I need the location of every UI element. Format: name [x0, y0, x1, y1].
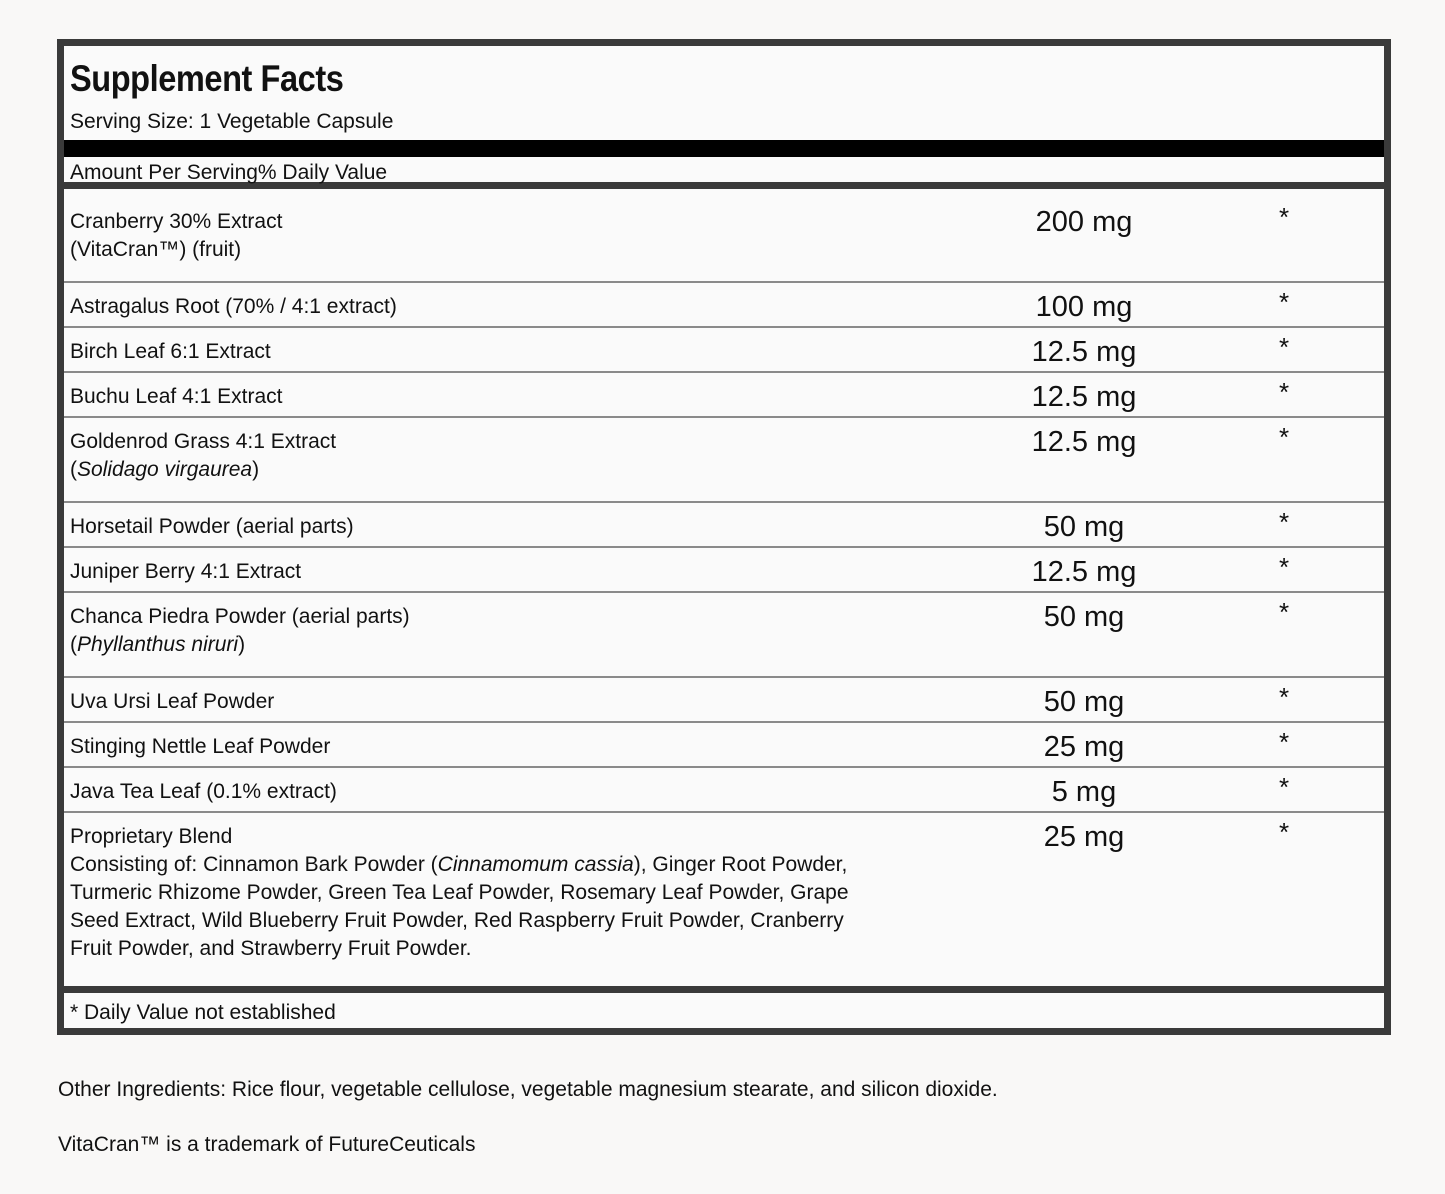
daily-value: * — [1278, 287, 1290, 317]
ingredient-text: Consisting of: Cinnamon Bark Powder ( — [70, 853, 438, 876]
footnote: * Daily Value not established — [70, 1001, 336, 1024]
ingredient-text: Juniper Berry 4:1 Extract — [70, 560, 302, 583]
ingredient-line — [70, 688, 970, 716]
ingredient-line — [70, 558, 970, 586]
ingredient-name — [70, 293, 970, 321]
daily-value: * — [1278, 377, 1290, 407]
ingredient-line — [70, 208, 970, 236]
ingredient-name — [70, 558, 970, 586]
amount-per-serving: 100 mg — [1035, 291, 1133, 323]
ingredient-text: Java Tea Leaf (0.1% extract) — [70, 780, 337, 803]
ingredient-line — [70, 456, 970, 484]
ingredient-name — [70, 208, 970, 264]
amount-per-serving: 50 mg — [1043, 511, 1125, 543]
table-row — [64, 768, 1384, 813]
ingredient-name — [70, 603, 970, 659]
ingredient-name — [70, 383, 970, 411]
ingredient-text: Cranberry 30% Extract — [70, 210, 283, 233]
daily-value: * — [1278, 507, 1290, 537]
ingredient-line — [70, 935, 970, 963]
daily-value: * — [1278, 202, 1290, 232]
table-row — [64, 548, 1384, 593]
table-row — [64, 813, 1384, 978]
ingredient-text: Astragalus Root (70% / 4:1 extract) — [70, 295, 397, 318]
table-row — [64, 373, 1384, 418]
serving-size: Serving Size: 1 Vegetable Capsule — [70, 110, 394, 133]
ingredient-text: Birch Leaf 6:1 Extract — [70, 340, 271, 363]
ingredient-line — [70, 631, 970, 659]
panel-title: Supplement Facts — [70, 58, 344, 99]
ingredient-line — [70, 513, 970, 541]
ingredient-text: Proprietary Blend — [70, 825, 233, 848]
table-row — [64, 503, 1384, 548]
ingredient-text: Chanca Piedra Powder (aerial parts) — [70, 605, 410, 628]
amount-per-serving: 12.5 mg — [1031, 556, 1137, 588]
daily-value: * — [1278, 422, 1290, 452]
daily-value: * — [1278, 332, 1290, 362]
ingredient-line — [70, 293, 970, 321]
daily-value: * — [1278, 597, 1290, 627]
ingredient-text: ) — [252, 458, 260, 481]
ingredient-line — [70, 338, 970, 366]
ingredient-line — [70, 236, 970, 264]
supplement-facts-panel — [57, 39, 1391, 1035]
amount-per-serving: 25 mg — [1043, 731, 1125, 763]
ingredient-name — [70, 733, 970, 761]
amount-per-serving: 5 mg — [1051, 776, 1117, 808]
table-row — [64, 678, 1384, 723]
ingredient-line — [70, 851, 970, 879]
scientific-name: Solidago virgaurea — [77, 458, 253, 481]
scientific-name: Phyllanthus niruri — [77, 633, 239, 656]
amount-per-serving: 50 mg — [1043, 686, 1125, 718]
amount-header: Amount Per Serving% Daily Value — [70, 161, 388, 184]
table-row — [64, 328, 1384, 373]
amount-per-serving: 12.5 mg — [1031, 381, 1137, 413]
table-row — [64, 593, 1384, 678]
table-row — [64, 198, 1384, 283]
ingredient-line — [70, 733, 970, 761]
daily-value: * — [1278, 817, 1290, 847]
table-row — [64, 418, 1384, 503]
ingredient-name — [70, 823, 970, 963]
ingredient-text: Stinging Nettle Leaf Powder — [70, 735, 331, 758]
ingredient-text: ), Ginger Root Powder, — [633, 853, 848, 876]
daily-value: * — [1278, 772, 1290, 802]
ingredient-text: Uva Ursi Leaf Powder — [70, 690, 275, 713]
ingredient-text: Buchu Leaf 4:1 Extract — [70, 385, 283, 408]
ingredient-line — [70, 823, 970, 851]
ingredient-text: Horsetail Powder (aerial parts) — [70, 515, 354, 538]
ingredient-line — [70, 879, 970, 907]
ingredient-text: ( — [70, 458, 77, 481]
daily-value: * — [1278, 552, 1290, 582]
amount-per-serving: 12.5 mg — [1031, 336, 1137, 368]
ingredient-text: (VitaCran™) (fruit) — [70, 238, 242, 261]
ingredient-line — [70, 907, 970, 935]
ingredient-text: ) — [238, 633, 246, 656]
scientific-name: Cinnamomum cassia — [437, 853, 634, 876]
ingredient-name — [70, 688, 970, 716]
ingredient-text: ( — [70, 633, 77, 656]
amount-per-serving: 200 mg — [1035, 206, 1133, 238]
ingredient-line — [70, 603, 970, 631]
other-ingredients: Other Ingredients: Rice flour, vegetable cellulose, vegetable magnesium stearate, and silicon dioxide. — [58, 1078, 998, 1101]
ingredient-line — [70, 383, 970, 411]
ingredient-line — [70, 428, 970, 456]
ingredient-name — [70, 338, 970, 366]
ingredient-name — [70, 513, 970, 541]
ingredient-line — [70, 778, 970, 806]
ingredient-name — [70, 778, 970, 806]
daily-value: * — [1278, 682, 1290, 712]
ingredient-text: Turmeric Rhizome Powder, Green Tea Leaf Powder, Rosemary Leaf Powder, Grape — [70, 881, 849, 904]
daily-value: * — [1278, 727, 1290, 757]
footnote-divider — [64, 986, 1384, 993]
amount-per-serving: 12.5 mg — [1031, 426, 1137, 458]
ingredient-text: Fruit Powder, and Strawberry Fruit Powder. — [70, 937, 472, 960]
ingredient-text: Seed Extract, Wild Blueberry Fruit Powder, Red Raspberry Fruit Powder, Cranberry — [70, 909, 844, 932]
trademark-note: VitaCran™ is a trademark of FutureCeuticals — [58, 1133, 476, 1156]
table-row — [64, 723, 1384, 768]
amount-per-serving: 50 mg — [1043, 601, 1125, 633]
amount-per-serving: 25 mg — [1043, 821, 1125, 853]
ingredient-text: Goldenrod Grass 4:1 Extract — [70, 430, 337, 453]
ingredient-name — [70, 428, 970, 484]
table-row — [64, 283, 1384, 328]
